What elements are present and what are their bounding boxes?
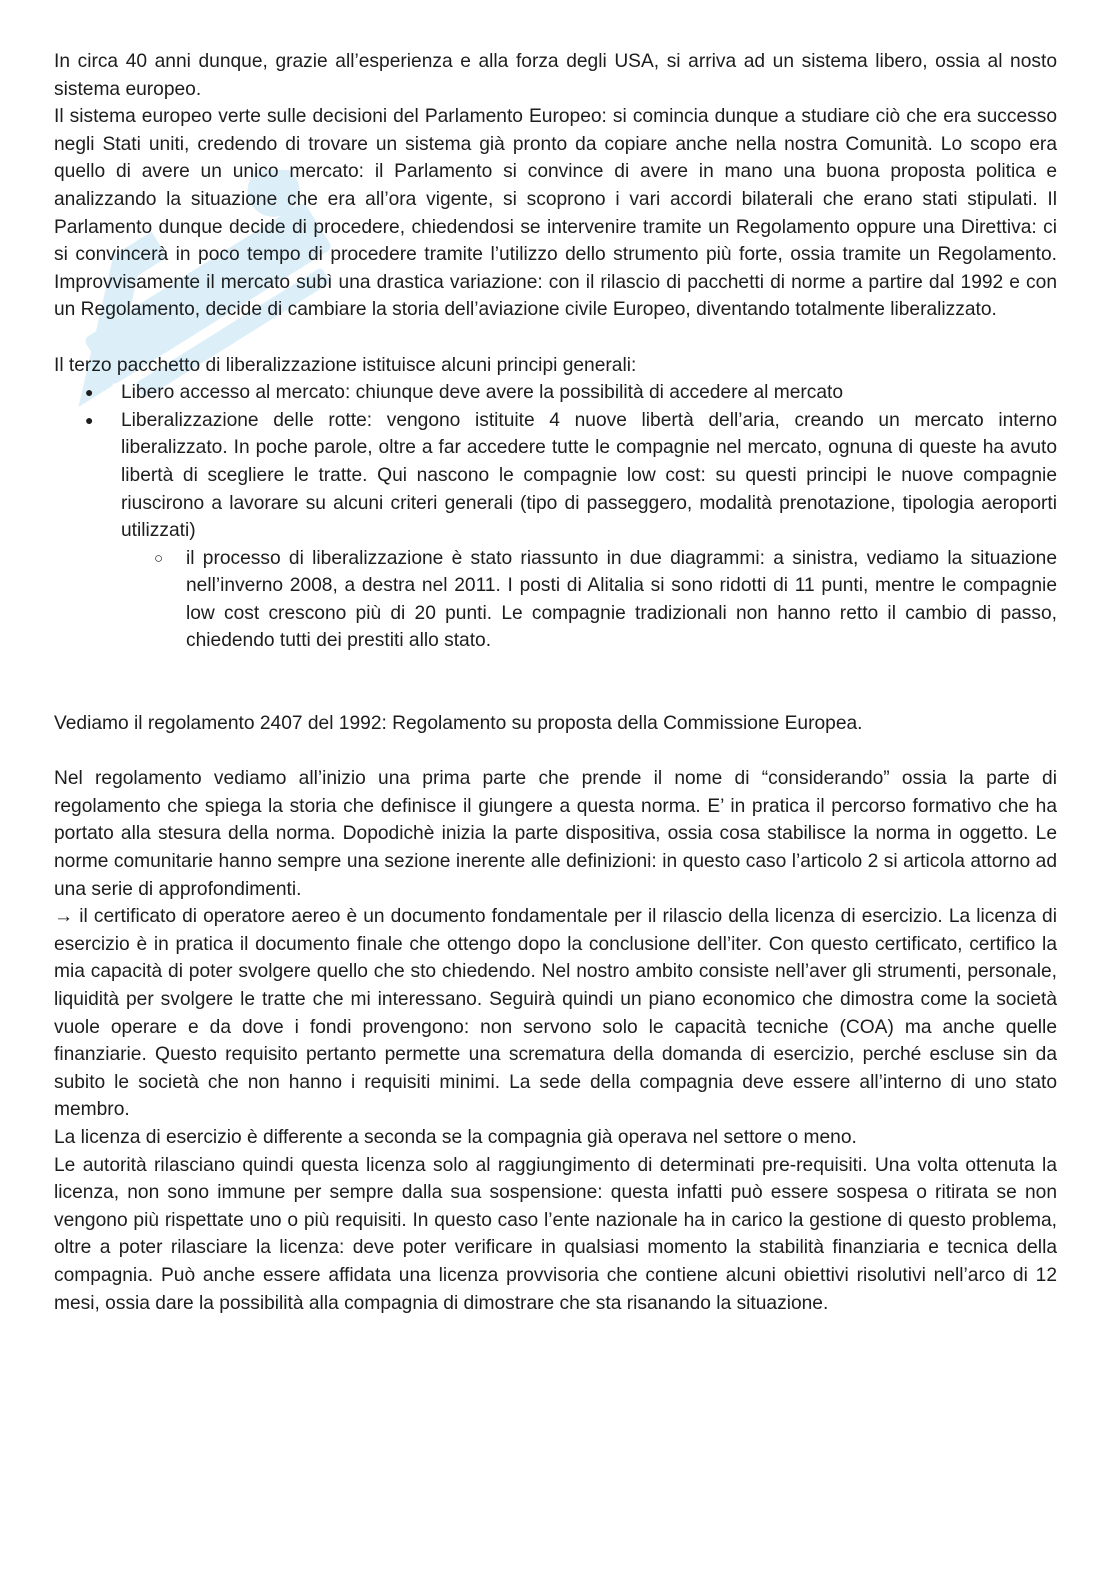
principles-list — [54, 379, 1057, 655]
bullet-icon: ● — [85, 384, 94, 401]
spacer — [54, 738, 1057, 766]
list-item — [54, 379, 1057, 407]
sub-list-item-text: il processo di liberalizzazione è stato riassunto in due diagrammi: a sinistra, vediamo la situazione nell’inverno 2008, a destra nel 2011. I posti di Alitalia si sono ridotti di 11 punti, mentre le compagnie low cost crescono più di 20 punti. Le compagnie tradizionali non hanno retto il cambio di passo, chiedendo tutti dei prestiti allo stato. — [186, 547, 1057, 652]
paragraph-intro: In circa 40 anni dunque, grazie all’esperienza e alla forza degli USA, si arriva ad un sistema libero, ossia al nosto sistema europeo. — [54, 51, 1057, 100]
paragraph-sistema-europeo: Il sistema europeo verte sulle decisioni del Parlamento Europeo: si comincia dunque a studiare ciò che era successo negli Stati uniti, credendo di trovare un sistema già pronto da copiare anche nella nostra Comunità. Lo scopo era quello di avere un unico mercato: il Parlamento si convince di avere in mano una buona proposta politica e analizzando la situazione che era all’ora vigente, si scoprono i vari accordi bilaterali che erano stati stipulati. Il Parlamento dunque decide di procedere, chiedendosi se intervenire tramite un Regolamento oppure una Direttiva: ci si convincerà in poco tempo di procedere tramite l’utilizzo dello strumento più forte, ossia tramite un Regolamento. Improvvisamente il mercato subì una drastica variazione: con il rilascio di pacchetti di norme a partire dal 1992 e con un Regolamento, decide di cambiare la storia dell’aviazione civile Europeo, diventando totalmente liberalizzato. — [54, 106, 1057, 321]
paragraph-certificato: → il certificato di operatore aereo è un documento fondamentale per il rilascio della licenza di esercizio. La licenza di esercizio è in pratica il documento finale che ottengo dopo la conclusione dell’iter. Con questo certificato, certifico la mia capacità di poter svolgere quello che sto chiedendo. Nel nostro ambito consiste nell’aver gli strumenti, personale, liquidità per svolgere le tratte che mi interessano. Seguirà quindi un piano economico che dimostra come la società vuole operare e da dove i fondi provengono: non servono solo le capacità tecniche (COA) ma anche quelle finanziarie. Questo requisito pertanto permette una scrematura della domanda di esercizio, perché escluse sin da subito le società che non hanno i requisiti minimi. La sede della compagnia deve essere all’interno di uno stato membro. — [54, 906, 1057, 1121]
list-item — [54, 407, 1057, 655]
list-item-text: Liberalizzazione delle rotte: vengono istituite 4 nuove libertà dell’aria, creando un mercato interno liberalizzato. In poche parole, oltre a far accedere tutte le compagnie nel mercato, ognuna di queste ha avuto libertà di scegliere le tratte. Qui nascono le compagnie low cost: su questi principi le nuove compagnie riuscirono a lavorare su alcuni criteri generali (tipo di passeggero, modalità prenotazione, tipologia aeroporti utilizzati) — [121, 409, 1057, 542]
sub-list-item — [121, 545, 1057, 655]
paragraph-autorita: Le autorità rilasciano quindi questa licenza solo al raggiungimento di determinati pre-requisiti. Una volta ottenuta la licenza, non sono immune per sempre dalla sua sospensione: questa infatti può essere sospesa o ritirata se non vengono più rispettate uno o più requisiti. In questo caso l’ente nazionale ha in carico la gestione di questo problema, oltre a poter rilasciare la licenza: deve poter verificare in qualsiasi momento la stabilità finanziaria e tecnica della compagnia. Può anche essere affidata una licenza provvisoria che contiene alcuni obiettivi risolutivi nell’arco di 12 mesi, ossia dare la possibilità alla compagnia di dimostrare che sta risanando la situazione. — [54, 1154, 1057, 1314]
document-page — [54, 48, 1057, 1317]
paragraph-licenza: La licenza di esercizio è differente a seconda se la compagnia già operava nel settore o meno. — [54, 1126, 857, 1148]
paragraph-terzo-pacchetto: Il terzo pacchetto di liberalizzazione istituisce alcuni principi generali: — [54, 354, 637, 376]
sub-list — [121, 545, 1057, 655]
list-item-text: Libero accesso al mercato: chiunque deve avere la possibilità di accedere al mercato — [121, 382, 844, 404]
bullet-icon: ● — [85, 411, 94, 428]
paragraph-regolamento-2407: Vediamo il regolamento 2407 del 1992: Regolamento su proposta della Commissione Europea. — [54, 713, 863, 735]
spacer — [54, 655, 1057, 710]
circle-bullet-icon: ○ — [154, 549, 164, 567]
spacer — [54, 324, 1057, 352]
paragraph-considerando: Nel regolamento vediamo all’inizio una prima parte che prende il nome di “considerando” ossia la parte di regolamento che spiega la storia che definisce il giungere a questa norma. E’ in pratica il percorso formativo che ha portato alla stesura della norma. Dopodichè inizia la parte dispositiva, ossia cosa stabilisce la norma in oggetto. Le norme comunitarie hanno sempre una sezione inerente alle definizioni: in questo caso l’articolo 2 si articola attorno ad una serie di approfondimenti. — [54, 768, 1057, 900]
